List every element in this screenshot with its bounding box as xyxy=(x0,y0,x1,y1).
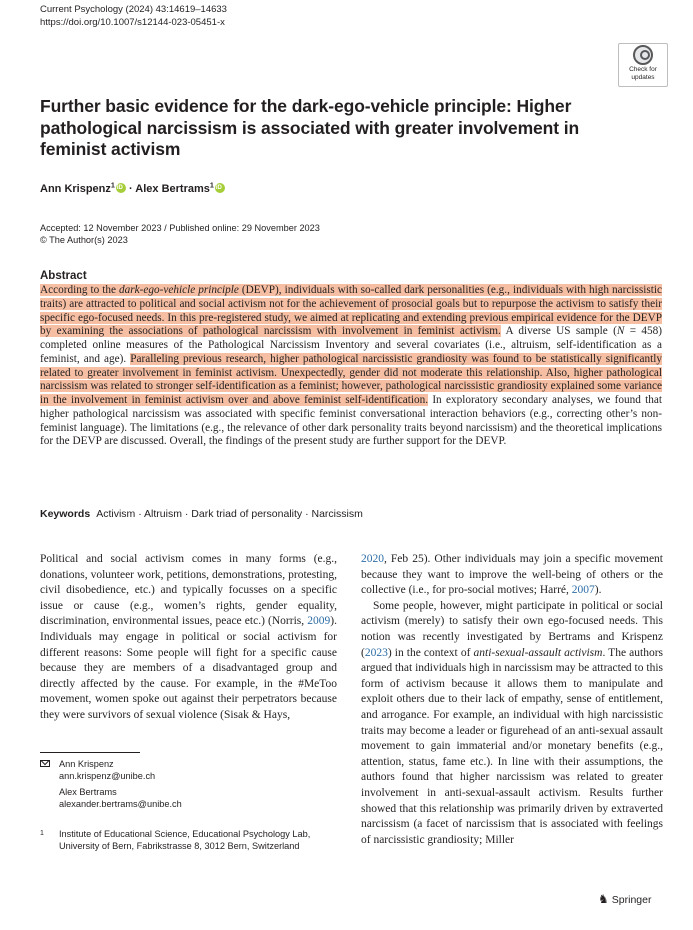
article-title: Further basic evidence for the dark-ego-vehicle principle: Higher pathological narcissism is associated with greater involvement in feminist activism xyxy=(40,96,580,159)
check-for-updates-icon xyxy=(633,45,653,65)
author-name[interactable]: Ann Krispenz xyxy=(40,183,111,195)
publisher-logo xyxy=(598,892,651,906)
author-list xyxy=(40,183,225,195)
citation-link[interactable]: 2023 xyxy=(364,646,388,659)
publisher-name: Springer xyxy=(611,894,652,906)
citation-link[interactable]: 2009 xyxy=(307,615,331,628)
keywords xyxy=(40,508,363,520)
badge-line1: Check for xyxy=(629,66,657,73)
body-column-right xyxy=(361,552,663,848)
contact-email[interactable]: ann.krispenz@unibe.ch xyxy=(59,771,156,781)
author-affil-sup: 1 xyxy=(209,181,214,190)
citation-link[interactable]: 2020 xyxy=(361,553,384,565)
publication-dates: Accepted: 12 November 2023 / Published online: 29 November 2023 xyxy=(40,223,320,233)
abstract-highlight-2: Paralleling previous research, higher pathological narcissistic grandiosity was found to be statistically significantly related to greater involvement in feminist activism. Unexpectedly, gender did not moderate this relationship. Also, higher pathological narcissism was related to stronger self-identification as a feminist; however, pathological narcissistic grandiosity explained some variance in the involvement in feminist activism over and above feminist self-identification. xyxy=(40,352,662,406)
affiliation-number: 1 xyxy=(40,830,44,837)
footnote-divider xyxy=(40,752,140,753)
contact-email[interactable]: alexander.bertrams@unibe.ch xyxy=(59,799,182,809)
contact-block xyxy=(40,758,182,810)
contact-name: Ann Krispenz xyxy=(59,759,114,769)
author-affil-sup: 1 xyxy=(110,181,115,190)
affiliation xyxy=(40,828,330,852)
author-name[interactable]: Alex Bertrams xyxy=(135,183,210,195)
orcid-icon[interactable] xyxy=(116,183,126,193)
abstract-conclusion: In exploratory secondary analyses, we found that higher pathological narcissism was associated with specific feminist conversational interaction behaviors (e.g., correcting other’s non-feminist language). The limitations (e.g., the relevance of other dark personality traits beyond narcissism) and the theoretical implications for the DEVP are discussed. Overall, the findings of the present study are further support for the DEVP. xyxy=(40,394,662,448)
contact-name: Alex Bertrams xyxy=(59,787,117,797)
envelope-icon xyxy=(40,760,50,767)
abstract-heading: Abstract xyxy=(40,270,87,282)
keywords-list: Activism · Altruism · Dark triad of personality · Narcissism xyxy=(96,508,363,520)
abstract-body xyxy=(40,284,662,449)
affiliation-text: Institute of Educational Science, Educational Psychology Lab, University of Bern, Fabrikstrasse 8, 3012 Bern, Switzerland xyxy=(59,829,311,851)
journal-citation: Current Psychology (2024) 43:14619–14633 xyxy=(40,4,227,15)
body-paragraph: 2020, Feb 25). Other individuals may join a specific movement because they want to improve the well-being of others or the collective (i.e., for pro-social motives; Harré, 2007). xyxy=(361,553,663,597)
check-for-updates-badge[interactable] xyxy=(622,45,664,83)
contact-entry xyxy=(40,786,182,810)
author-separator: · xyxy=(128,183,133,195)
keywords-label: Keywords xyxy=(40,508,91,520)
body-column-left xyxy=(40,552,337,724)
badge-line2: updates xyxy=(631,74,655,81)
orcid-icon[interactable] xyxy=(215,183,225,193)
contact-entry xyxy=(40,758,182,782)
springer-horse-icon: ♞ xyxy=(598,892,609,906)
copyright: © The Author(s) 2023 xyxy=(40,234,128,245)
abstract-sample: A diverse US sample (N = 458) completed online measures of the Pathological Narcissism Inventory and several covariates (i.e., altruism, self-identification as a feminist, and age). xyxy=(40,325,662,365)
body-paragraph: Some people, however, might participate in political or social activism (merely) to satisfy their own ego-focused needs. This notion was recently investigated by Bertrams and Krispenz (2023) in the context of anti-sexual-assault activism. The authors argued that individuals high in narcissism may be attracted to this form of activism because it allows them to manipulate and exploit others due to their lack of empathy, sense of entitlement, and arrogance. For example, an individual with high narcissistic traits may become a leader or figurehead of an anti-sexual assault movement to gain immaterial and/or monetary benefits (e.g., attention, status, fame etc.). In line with their assumptions, the authors found that higher narcissism was related to greater involvement in anti-sexual-assault activism. Results further showed that this relationship was primarily driven by extraverted narcissism (a facet of narcissism that is associated with feelings of narcissistic grandiosity; Miller xyxy=(361,599,663,846)
devp-term: dark-ego-vehicle principle xyxy=(119,284,239,296)
body-paragraph: Political and social activism comes in many forms (e.g., donations, volunteer work, petitions, demonstrations, protesting, civil disobedience, etc.) and typically focusses on a specific issue or cause (e.g., women’s rights, gender equality, discrimination, environmental issues, peace etc.) (Norris, 2009). Individuals may engage in political or social activism for different reasons: Some people will fight for a specific cause because they are members of a disadvantaged group and directly affected by the cause. For example, in the #MeToo movement, women spoke out against their perpetrators because they were survivors of sexual violence (Sisak & Hays, xyxy=(40,553,337,721)
abstract-highlight-1: According to the dark-ego-vehicle principle (DEVP), individuals with so-called dark personalities (e.g., individuals with high narcissistic traits) are attracted to political and social activism not for the achievement of prosocial goals but to repurpose the activism to satisfy their specific ego-focused needs. In this pre-registered study, we aimed at replicating and extending previous empirical evidence for the DEVP by examining the associations of pathological narcissism with involvement in feminist activism. xyxy=(40,284,662,338)
citation-link[interactable]: 2007 xyxy=(571,584,595,597)
article-meta xyxy=(40,223,320,246)
doi-link[interactable]: https://doi.org/10.1007/s12144-023-05451-x xyxy=(40,16,225,28)
journal-header xyxy=(40,4,227,29)
